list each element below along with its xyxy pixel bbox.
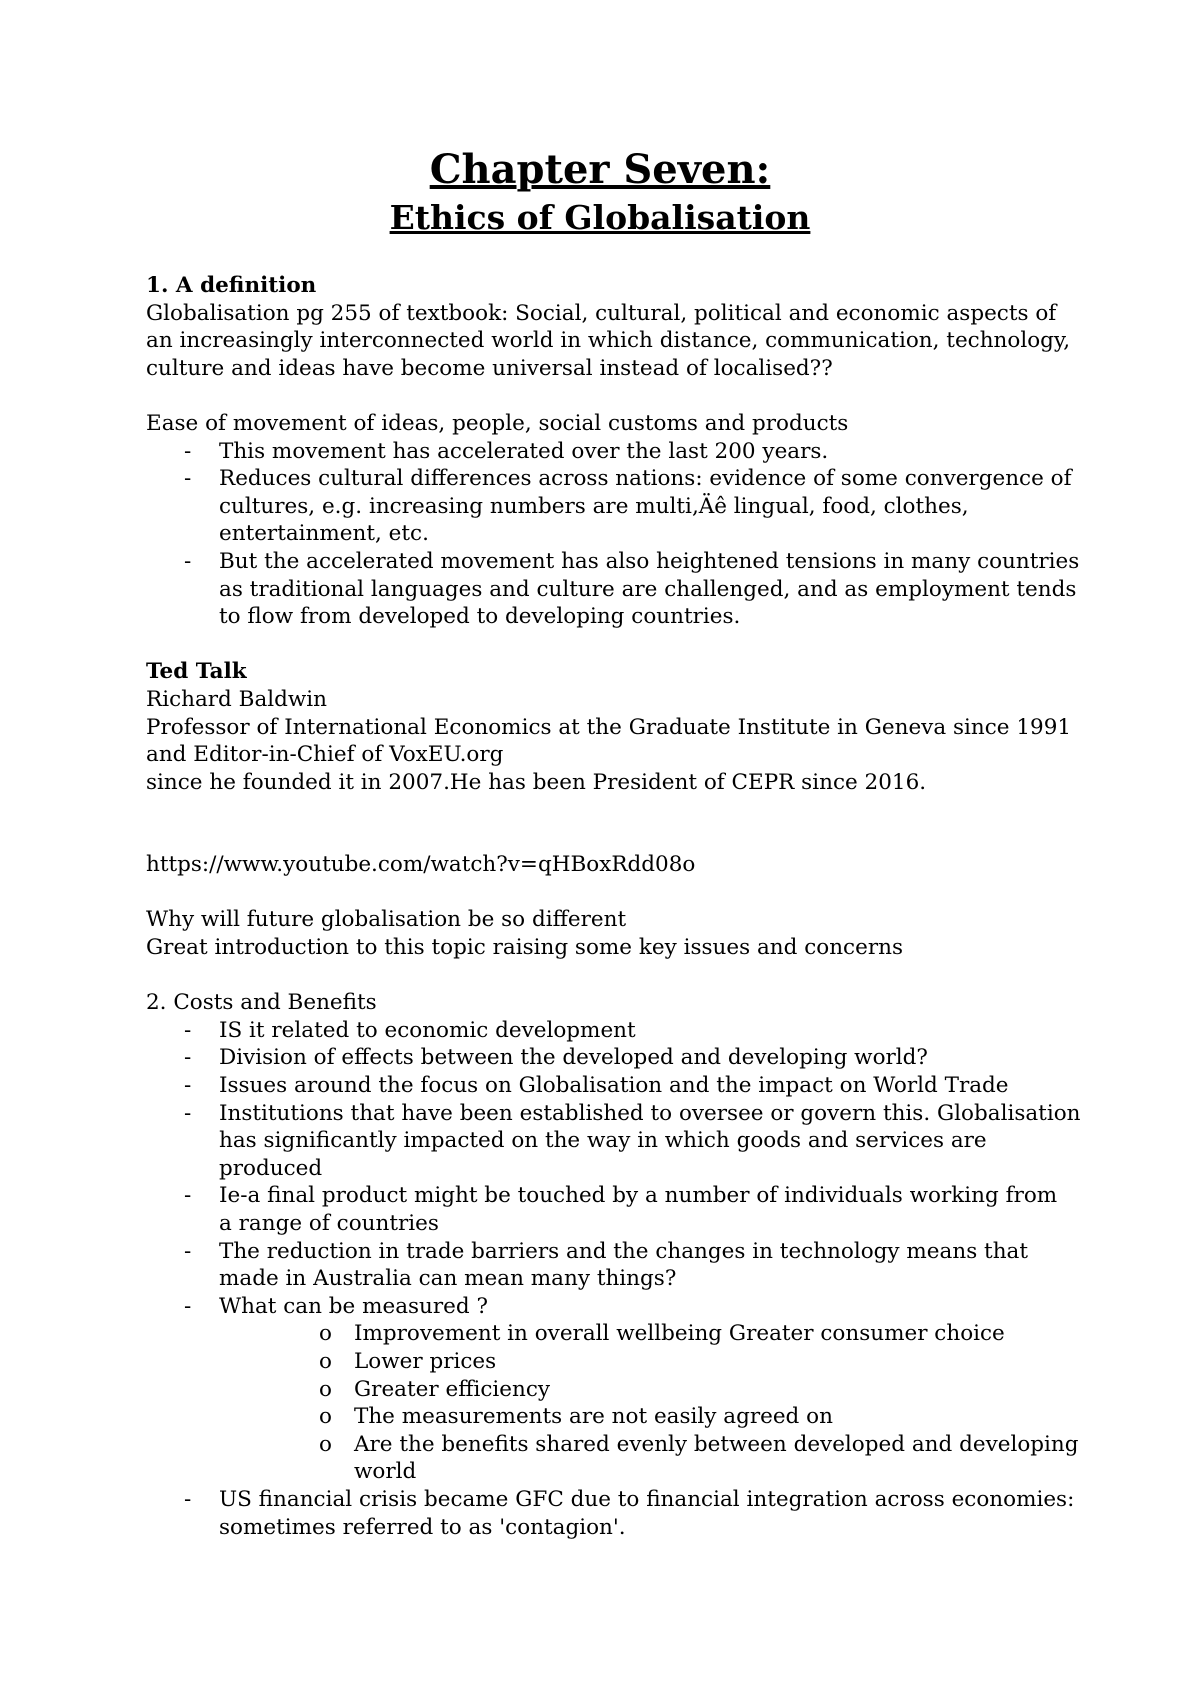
dash-marker: - <box>184 438 192 464</box>
dash-marker: - <box>184 1183 192 1209</box>
measures-sub-list <box>146 1320 1079 1486</box>
list-item-text: The reduction in trade barriers and the changes in technology means that <box>219 1238 1029 1264</box>
definition-line: an increasingly interconnected world in which distance, communication, technology, <box>146 328 1071 354</box>
list-item-text: to flow from developed to developing countries. <box>219 604 741 630</box>
speaker-bio-line: Professor of International Economics at the Graduate Institute in Geneva since 1991 <box>146 714 1072 740</box>
definition-line: Globalisation pg 255 of textbook: Social, cultural, political and economic aspects of <box>146 300 1057 326</box>
dash-marker: - <box>184 1045 192 1071</box>
final-bullet-list <box>146 1486 1075 1541</box>
list-item-text: entertainment, etc. <box>219 521 429 547</box>
circle-marker: o <box>319 1404 332 1430</box>
list-item-text: This movement has accelerated over the last 200 years. <box>219 438 829 464</box>
video-url[interactable]: https://www.youtube.com/watch?v=qHBoxRdd08o <box>146 852 696 878</box>
costs-bullet-list <box>146 1017 1081 1321</box>
list-item-text: Ie-a final product might be touched by a number of individuals working from <box>219 1183 1058 1209</box>
list-item-text: Institutions that have been established to oversee or govern this. Globalisation <box>219 1100 1081 1126</box>
list-item <box>146 548 1080 631</box>
list-item <box>146 1072 1066 1100</box>
list-item-text: Issues around the focus on Globalisation and the impact on World Trade <box>219 1073 1009 1099</box>
sub-list-item <box>146 1348 1066 1376</box>
list-item-text: Division of effects between the developed and developing world? <box>219 1045 928 1071</box>
dash-marker: - <box>184 1100 192 1126</box>
list-item-text: produced <box>219 1155 323 1181</box>
movement-intro: Ease of movement of ideas, people, social customs and products <box>146 410 849 436</box>
circle-marker: o <box>319 1321 332 1347</box>
speaker-bio-line: and Editor-in-Chief of VoxEU.org <box>146 742 504 768</box>
list-item <box>146 1017 1066 1045</box>
sub-list-item <box>146 1431 1079 1486</box>
list-item-text: US financial crisis became GFC due to financial integration across economies: <box>219 1486 1075 1512</box>
circle-marker: o <box>319 1376 332 1402</box>
sub-list-item-text: Lower prices <box>354 1348 497 1374</box>
list-item <box>146 1293 1066 1321</box>
sub-list-item-text: The measurements are not easily agreed on <box>354 1404 833 1430</box>
list-item-text: What can be measured ? <box>219 1293 489 1319</box>
list-item-text: Reduces cultural differences across nations: evidence of some convergence of <box>219 466 1072 492</box>
dash-marker: - <box>184 1293 192 1319</box>
list-item <box>146 1238 1066 1293</box>
sub-list-item <box>146 1403 1066 1431</box>
list-item <box>146 438 1066 466</box>
circle-marker: o <box>319 1431 332 1457</box>
sub-list-item-text: Are the benefits shared evenly between developed and developing <box>354 1431 1079 1457</box>
list-item-text: a range of countries <box>219 1211 439 1236</box>
list-item <box>146 1100 1081 1183</box>
list-item <box>146 1486 1075 1541</box>
ted-note: Great introduction to this topic raising some key issues and concerns <box>146 935 903 961</box>
dash-marker: - <box>184 1073 192 1099</box>
dash-marker: - <box>184 1017 192 1043</box>
speaker-bio-line: since he founded it in 2007.He has been President of CEPR since 2016. <box>146 769 927 795</box>
dash-marker: - <box>184 466 192 492</box>
sub-list-item-text: Greater efficiency <box>354 1376 551 1402</box>
sub-list-item <box>146 1320 1066 1348</box>
section-heading-costs-benefits: 2. Costs and Benefits <box>146 990 377 1016</box>
list-item <box>146 1044 1066 1072</box>
list-item-text: IS it related to economic development <box>219 1017 636 1043</box>
list-item-text: sometimes referred to as 'contagion'. <box>219 1514 626 1540</box>
list-item-text: But the accelerated movement has also heightened tensions in many countries <box>219 548 1080 574</box>
ted-talk-heading: Ted Talk <box>146 659 247 685</box>
chapter-title: Chapter Seven: <box>429 146 771 193</box>
list-item-text: as traditional languages and culture are challenged, and as employment tends <box>219 576 1077 602</box>
list-item <box>146 1182 1066 1237</box>
list-item-text: has significantly impacted on the way in which goods and services are <box>219 1128 987 1154</box>
list-item <box>146 465 1072 548</box>
dash-marker: - <box>184 1238 192 1264</box>
definition-bullet-list <box>146 438 1080 631</box>
speaker-name: Richard Baldwin <box>146 686 328 712</box>
document-body <box>146 272 1081 1541</box>
list-item-text: cultures, e.g. increasing numbers are multi‚Äê lingual, food, clothes, <box>219 493 969 519</box>
dash-marker: - <box>184 1486 192 1512</box>
sub-list-item <box>146 1376 1066 1404</box>
sub-list-item-text: world <box>354 1459 417 1485</box>
circle-marker: o <box>319 1348 332 1374</box>
definition-line: culture and ideas have become universal instead of localised?? <box>146 355 833 381</box>
section-heading-definition: 1. A definition <box>146 273 317 298</box>
dash-marker: - <box>184 548 192 574</box>
list-item-text: made in Australia can mean many things? <box>219 1266 677 1292</box>
ted-note: Why will future globalisation be so different <box>146 907 627 933</box>
sub-list-item-text: Improvement in overall wellbeing Greater consumer choice <box>354 1321 1005 1347</box>
chapter-subtitle: Ethics of Globalisation <box>389 198 811 237</box>
